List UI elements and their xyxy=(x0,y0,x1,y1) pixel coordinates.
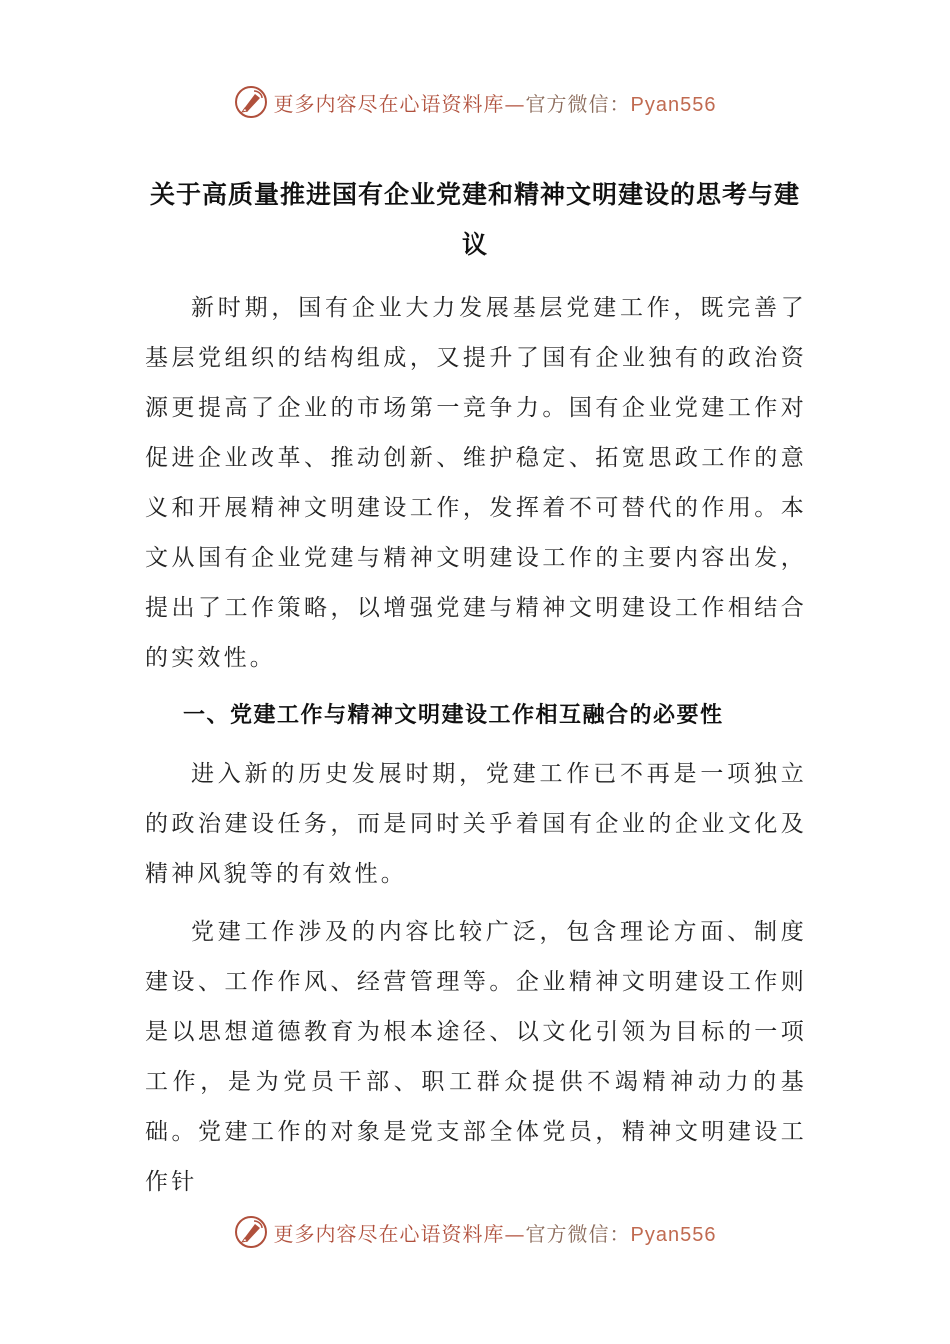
pen-nib-icon xyxy=(234,85,268,119)
header-watermark-banner xyxy=(0,80,950,124)
footer-watermark-banner xyxy=(0,1210,950,1254)
intro-paragraph: 新时期，国有企业大力发展基层党建工作，既完善了基层党组织的结构组成，又提升了国有企业独有的政治资源更提高了企业的市场第一竞争力。国有企业党建工作对促进企业改革、推动创新、维护稳定、拓宽思政工作的意义和开展精神文明建设工作，发挥着不可替代的作用。本文从国有企业党建与精神文明建设工作的主要内容出发，提出了工作策略，以增强党建与精神文明建设工作相结合的实效性。 xyxy=(145,295,807,671)
banner-text xyxy=(274,1218,717,1247)
document-body xyxy=(145,283,807,1207)
banner-wechat-id: Pyan556 xyxy=(630,93,717,116)
section-1-paragraph-2: 党建工作涉及的内容比较广泛，包含理论方面、制度建设、工作作风、经营管理等。企业精神文明建设工作则是以思想道德教育为根本途径、以文化引领为目标的一项工作，是为党员干部、职工群众提供不竭精神动力的基础。党建工作的对象是党支部全体党员，精神文明建设工作针 xyxy=(145,919,807,1195)
banner-wechat-label: 官方微信： xyxy=(525,91,631,116)
banner-main-text: 更多内容尽在心语资料库— xyxy=(273,91,526,116)
document-title: 关于高质量推进国有企业党建和精神文明建设的思考与建议 xyxy=(149,180,800,259)
banner-main-text: 更多内容尽在心语资料库— xyxy=(273,1221,526,1246)
section-1-paragraph-1: 进入新的历史发展时期，党建工作已不再是一项独立的政治建设任务，而是同时关乎着国有企业的企业文化及精神风貌等的有效性。 xyxy=(145,761,807,887)
section-heading-1: 一、党建工作与精神文明建设工作相互融合的必要性 xyxy=(183,703,724,728)
banner-wechat-label: 官方微信： xyxy=(525,1221,631,1246)
pen-nib-icon xyxy=(234,1215,268,1249)
banner-text xyxy=(274,88,717,117)
banner-wechat-id: Pyan556 xyxy=(630,1223,717,1246)
